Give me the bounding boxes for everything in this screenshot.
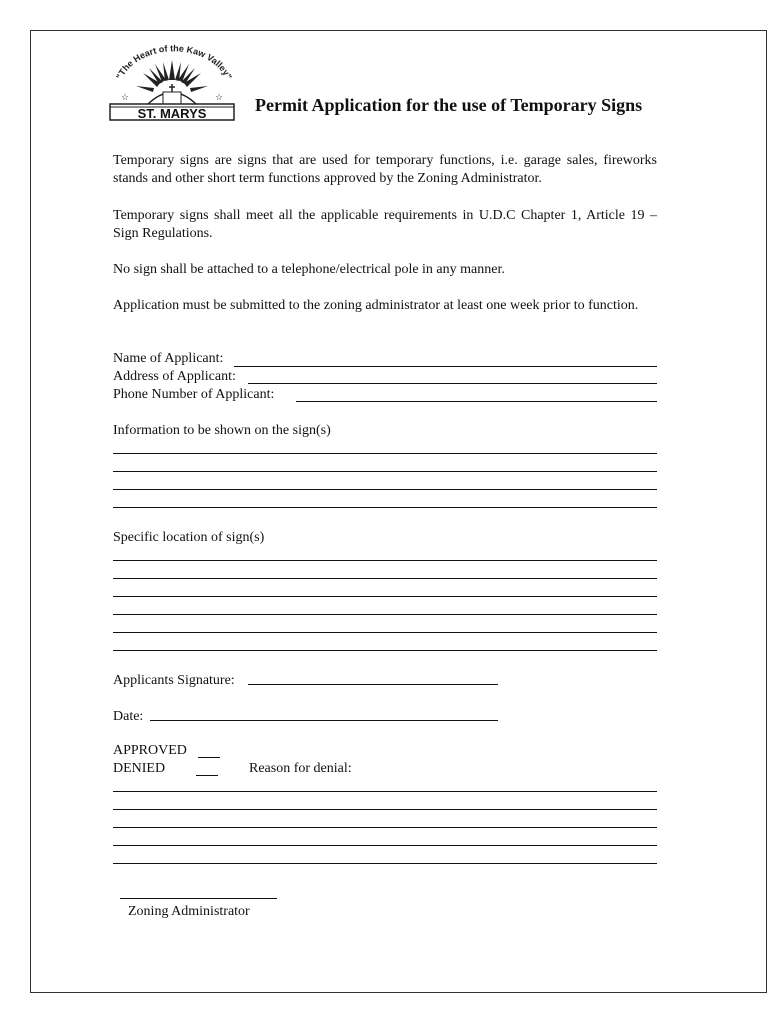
paragraph-requirements: Temporary signs shall meet all the applicable requirements in U.D.C Chapter 1, Article 19 – Sign Regulations. [113,208,657,241]
approved-label: APPROVED [113,743,187,758]
name-of-applicant-label: Name of Applicant: [113,351,224,366]
reason-for-denial-line[interactable] [113,863,657,864]
phone-number-label: Phone Number of Applicant: [113,387,275,402]
applicant-signature-label: Applicants Signature: [113,673,235,688]
reason-for-denial-line[interactable] [113,791,657,792]
star-icon: ☆ [215,92,224,102]
st-marys-logo [107,40,237,122]
denied-checkbox-line[interactable] [196,775,218,776]
date-field[interactable] [150,720,498,721]
sign-information-line[interactable] [113,507,657,508]
sign-information-line[interactable] [113,471,657,472]
sign-information-line[interactable] [113,489,657,490]
page-title: Permit Application for the use of Temporary Signs [255,95,643,115]
sign-location-label: Specific location of sign(s) [113,530,265,545]
paragraph-pole-rule: No sign shall be attached to a telephone/electrical pole in any manner. [113,262,505,277]
reason-for-denial-line[interactable] [113,827,657,828]
reason-for-denial-label: Reason for denial: [249,761,352,776]
phone-number-field[interactable] [296,401,657,402]
address-of-applicant-label: Address of Applicant: [113,369,236,384]
sign-location-line[interactable] [113,560,657,561]
sign-location-line[interactable] [113,614,657,615]
address-of-applicant-field[interactable] [248,383,657,384]
name-of-applicant-field[interactable] [234,366,657,367]
zoning-administrator-signature-line[interactable] [120,898,277,899]
approved-checkbox-line[interactable] [198,757,220,758]
paragraph-temporary-signs-definition: Temporary signs are signs that are used for temporary functions, i.e. garage sales, fireworks stands and other short term functions approved by the Zoning Administrator. [113,153,657,186]
sign-location-line[interactable] [113,596,657,597]
paragraph-submission-deadline: Application must be submitted to the zoning administrator at least one week prior to function. [113,298,639,313]
sign-location-line[interactable] [113,650,657,651]
reason-for-denial-line[interactable] [113,845,657,846]
logo-arc-text: "The Heart of the Kaw Valley" [114,43,234,81]
reason-for-denial-line[interactable] [113,809,657,810]
sign-location-line[interactable] [113,578,657,579]
applicant-signature-field[interactable] [248,684,498,685]
date-label: Date: [113,709,144,724]
logo-name: ST. MARYS [137,106,207,121]
sign-information-line[interactable] [113,453,657,454]
star-icon: ☆ [121,92,130,102]
sign-information-label: Information to be shown on the sign(s) [113,423,331,438]
denied-label: DENIED [113,761,166,776]
sign-location-line[interactable] [113,632,657,633]
zoning-administrator-label: Zoning Administrator [128,904,250,919]
